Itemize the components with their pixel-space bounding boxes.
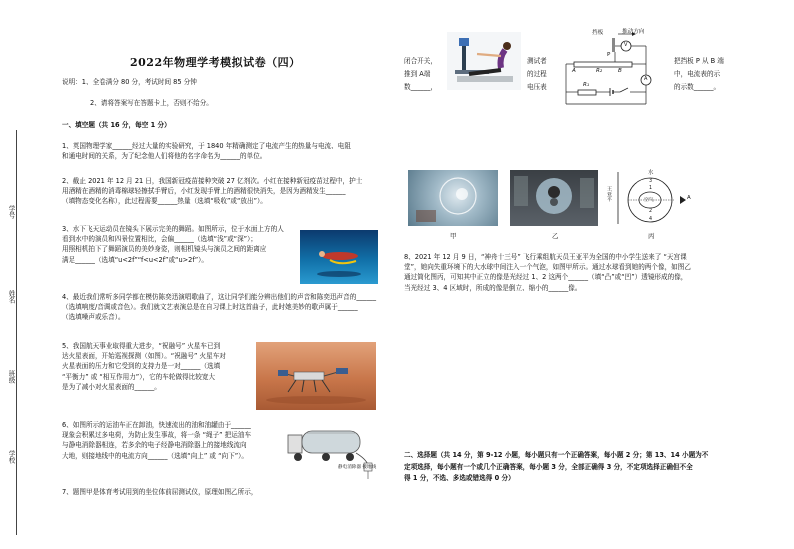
q7-cont-middle bbox=[527, 55, 547, 94]
q1-line-1: 1、英国物理学家______经过大量的实验研究，于 1840 年精确测定了电流产生的热量与电流、电阻 bbox=[62, 142, 351, 150]
mars-rover-image bbox=[256, 342, 376, 410]
label-push-direction: 推动方向 bbox=[622, 29, 645, 35]
question-3 bbox=[62, 224, 307, 265]
question-1 bbox=[62, 141, 397, 161]
figure-label-yi: 乙 bbox=[552, 232, 559, 240]
figure-label-jia: 甲 bbox=[450, 232, 457, 240]
section2-heading bbox=[404, 450, 789, 485]
diagram-label-astronaut: 王亚平 bbox=[606, 186, 612, 202]
figure-label-bing: 丙 bbox=[648, 232, 655, 240]
diagram-label-air: 空气 bbox=[644, 198, 654, 203]
label-baffle: 挡板 bbox=[592, 30, 604, 36]
question-4 bbox=[62, 292, 397, 323]
tanker-truck-image bbox=[286, 425, 384, 483]
q5-line-2: 达火星表面，开始巡视探测（如图）。“祝融号” 火星车对 bbox=[62, 352, 226, 361]
label-R2: R₂ bbox=[596, 68, 603, 74]
q7-cont-mid-3: 电压表 bbox=[527, 82, 547, 91]
question-2 bbox=[62, 176, 397, 207]
side-label-name: 姓名 bbox=[7, 290, 15, 304]
underwater-dancer-image bbox=[300, 230, 378, 284]
q7-cont-right-1: 把挡板 P 从 B 端 bbox=[674, 57, 724, 65]
q6-line-3: 与静电消除器相连，若多余的电子经静电消除器上的接地线流向 bbox=[62, 441, 247, 450]
q8-line-2: 堂”，她向失重环境下的大水球中间注入一个气泡，如图甲所示。通过水球看到她的两个像，如图乙 bbox=[404, 263, 691, 272]
label-A-end: A bbox=[572, 68, 576, 74]
q5-line-4: “平衡力” 或 “相互作用力”），它的车轮做得比较宽大 bbox=[62, 372, 216, 381]
side-label-class: 班级 bbox=[7, 370, 15, 384]
instruction-2: 2、请将答案写在答题卡上，否则不给分。 bbox=[90, 99, 213, 107]
section2-line-1: 二、选择题（共 14 分，第 9-12 小题，每小题只有一个正确答案，每小题 2 分；第 13、14 小题为不 bbox=[404, 451, 709, 459]
page-title: 2022年物理学考模拟试卷（四） bbox=[130, 56, 301, 69]
q7-cont-left bbox=[404, 55, 437, 94]
astronaut-photo-yi bbox=[510, 170, 598, 226]
q7-cont-right bbox=[674, 55, 724, 94]
binding-line bbox=[16, 130, 17, 535]
q3-line-1: 3、水下飞天运动员在镜头下展示完美的舞蹈。如图所示，位于水面上方的人 bbox=[62, 225, 284, 233]
diagram-label-water: 水 bbox=[648, 170, 654, 176]
q3-line-3: 用照相机拍下了舞蹈演员的美妙身姿，则相机镜头与演员之间的距离应 bbox=[62, 245, 267, 254]
water-ball-photo-jia bbox=[408, 170, 498, 226]
q7-cont-left-3: 数______， bbox=[404, 82, 437, 91]
q2-line-2: 用酒精在酒精的消毒棉球轻擦拭手臂后，小红发现手臂上的酒精很快消失，是因为酒精发生______ bbox=[62, 187, 346, 196]
section1-heading: 一、填空题（共 16 分，每空 1 分） bbox=[62, 121, 171, 129]
ammeter-symbol: A bbox=[644, 76, 648, 82]
question-7: 7、题图甲是体育考试用到的坐位体前屈测试仪，原理如图乙所示， bbox=[62, 488, 258, 496]
circuit-diagram bbox=[560, 24, 660, 110]
question-5 bbox=[62, 341, 257, 392]
side-label-school: 学校 bbox=[7, 450, 15, 464]
label-R1: R₁ bbox=[583, 82, 590, 88]
q5-line-5: 是为了减小对火星表面的______。 bbox=[62, 382, 161, 391]
q1-line-2: 和通电时间的关系，为了纪念他人们将他的名字命名为______的单位。 bbox=[62, 152, 267, 161]
q8-line-3: 通过简化图丙，可知其中正立的像是光经过 1、2 这两个______（填“凸”或“凹”）透镜形成的像， bbox=[404, 273, 688, 282]
side-label-student-id: 学号 bbox=[7, 205, 15, 219]
q7-cont-mid-1: 测试者 bbox=[527, 57, 547, 65]
q7-cont-mid-2: 的过程 bbox=[527, 69, 547, 78]
question-8 bbox=[404, 252, 789, 293]
diagram-number-1: 1 bbox=[649, 186, 653, 191]
question-6 bbox=[62, 420, 297, 461]
sit-and-reach-photo bbox=[447, 32, 521, 90]
lens-diagram-bing bbox=[604, 168, 694, 230]
q2-line-3: （填物态变化名称），此过程需要______热量（选填“吸收”或“放出”）。 bbox=[62, 197, 267, 206]
diagram-number-4: 4 bbox=[649, 217, 653, 222]
diagram-label-A: A bbox=[687, 195, 691, 201]
diagram-number-2: 2 bbox=[649, 209, 653, 214]
q5-line-1: 5、我国航天事业取得重大进步，“祝融号” 火星车已到 bbox=[62, 342, 221, 350]
label-B-end: B bbox=[618, 68, 622, 74]
voltmeter-symbol: V bbox=[624, 42, 628, 48]
q6-line-2: 现象会积累过多电荷，为防止发生事故，将一条 “绳子” 把运油车 bbox=[62, 431, 252, 440]
q4-line-2: （选填响度/音调或音色）。我们就文艺表演总是在自习课上时这首曲子，此时她美妙的歌声属于______ bbox=[62, 303, 358, 312]
diagram-number-3: 3 bbox=[649, 179, 653, 184]
q2-line-1: 2、截止 2021 年 12 月 21 日，我国新冠疫苗接种突破 27 亿剂次。小红在接种新冠疫苗过程中，护士 bbox=[62, 177, 363, 185]
tanker-label: 静电消除器 接地线 bbox=[338, 465, 377, 470]
instruction-1: 说明：1、全卷满分 80 分，考试时间 85 分钟 bbox=[62, 78, 197, 86]
q7-cont-right-3: 的示数______。 bbox=[674, 82, 721, 91]
label-P: P bbox=[607, 52, 611, 58]
q4-line-3: （选填噪声或乐音）。 bbox=[62, 313, 125, 322]
q8-line-4: 当光经过 3、4 区域时，所成的像是倒立、缩小的______像。 bbox=[404, 283, 582, 292]
q7-cont-left-2: 推到 A端 bbox=[404, 69, 431, 78]
q6-line-1: 6、如图所示的运油车正在卸油，快速流出的油和油罐由于______ bbox=[62, 421, 251, 429]
q5-line-3: 火星表面的压力和它受到的支持力是一对______（选填 bbox=[62, 362, 221, 371]
q7-cont-right-2: 中，电流表的示 bbox=[674, 69, 721, 78]
q8-line-1: 8、2021 年 12 月 9 日，“神舟十三号” 飞行乘组航天员王亚平为全国的中小学生送来了 “天宫课 bbox=[404, 253, 687, 261]
q4-line-1: 4、最近我们常听多同学都在模仿陈奕迅演唱歌曲了，这让同学们能分辨出他们的声音和陈奕迅声音的______ bbox=[62, 293, 377, 301]
section2-line-2: 定项选择，每小题有一个或几个正确答案，每小题 3 分，全部正确得 3 分，不定项选择正确但不全 bbox=[404, 462, 693, 471]
q7-cont-left-1: 闭合开关， bbox=[404, 57, 437, 65]
q6-line-4: 大地，则接地线中的电流方向______（选填“向上” 或 “向下”）。 bbox=[62, 451, 248, 460]
q3-line-4: 满足______（选填“u<2f”“f<u<2f”或“u>2f”）。 bbox=[62, 255, 208, 264]
q3-line-2: 看到水中的演员和四景位置相比，会偏______（选填“浅”或“深”）； bbox=[62, 235, 257, 244]
section2-line-3: 得 1 分，不选、多选或错选得 0 分） bbox=[404, 474, 515, 483]
